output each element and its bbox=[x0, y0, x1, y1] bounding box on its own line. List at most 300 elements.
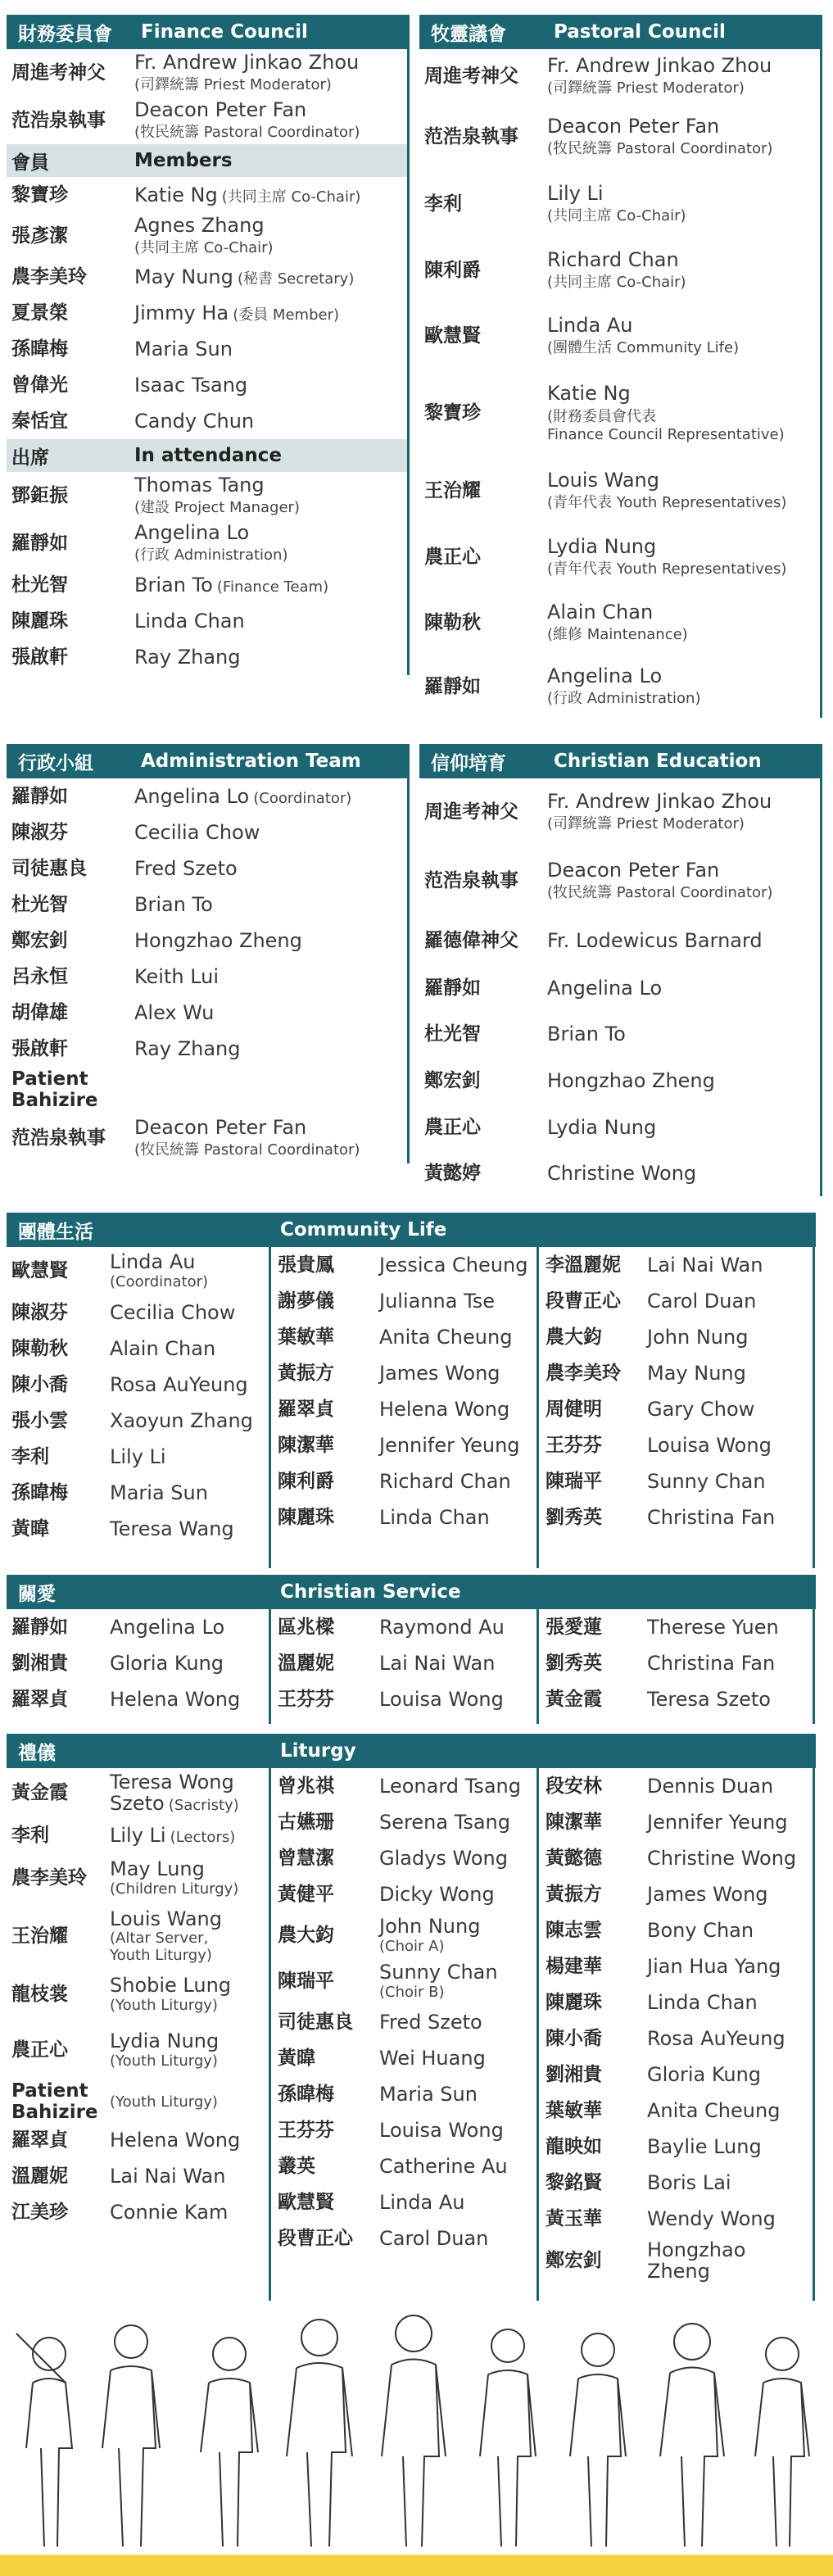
member-name-zh: 農正心 bbox=[424, 546, 481, 568]
section-title-en: Christian Education bbox=[554, 751, 762, 772]
member-name-zh: 陳潔華 bbox=[546, 1811, 602, 1833]
member-name-zh: 龍映如 bbox=[546, 2135, 602, 2157]
person-row bbox=[273, 1499, 536, 1535]
member-name-en: Christine Wong bbox=[547, 1161, 697, 1185]
member-name-en: Sunny Chan bbox=[647, 1469, 766, 1493]
member-name-en-block bbox=[647, 2100, 780, 2121]
member-name-line bbox=[110, 1410, 253, 1431]
member-name-line bbox=[110, 1825, 235, 1846]
member-name-en-block bbox=[547, 977, 662, 999]
member-name-en: Anita Cheung bbox=[379, 1325, 513, 1349]
person-figure bbox=[16, 2333, 72, 2547]
member-name-en-block bbox=[547, 791, 772, 833]
member-name-en: Angelina Lo bbox=[547, 976, 663, 1000]
member-role: (Finance Team) bbox=[216, 578, 329, 596]
person-row bbox=[7, 1247, 269, 1295]
member-name-en: Alain Chan bbox=[547, 600, 654, 624]
member-name-zh: 陳麗珠 bbox=[278, 1506, 334, 1528]
person-row bbox=[273, 1463, 536, 1499]
member-name-zh: 陳瑞平 bbox=[546, 1470, 602, 1492]
member-name-en-block bbox=[110, 1689, 240, 1710]
person-row bbox=[7, 1067, 407, 1113]
person-row bbox=[7, 1609, 269, 1645]
person-figure bbox=[570, 2333, 626, 2547]
person-row bbox=[7, 1511, 269, 1547]
member-name-zh: 張啟軒 bbox=[11, 1037, 68, 1059]
member-name-en: Hongzhao bbox=[647, 2238, 746, 2261]
person-row bbox=[419, 916, 820, 965]
person-figure bbox=[102, 2325, 160, 2547]
section-title-en: Christian Service bbox=[280, 1581, 461, 1603]
member-name-zh: 農正心 bbox=[424, 1116, 481, 1138]
column-divider bbox=[269, 1247, 271, 1568]
member-name-zh: 農李美玲 bbox=[11, 1866, 87, 1889]
member-name-zh: 農李美玲 bbox=[546, 1362, 621, 1384]
person-row bbox=[7, 403, 407, 439]
member-name-en: Rosa AuYeung bbox=[110, 1372, 248, 1396]
member-name-en-block bbox=[379, 1507, 490, 1528]
member-name-en-block bbox=[379, 1916, 480, 1954]
member-role: (行政 Administration) bbox=[547, 690, 701, 708]
member-name-en: Linda Chan bbox=[134, 609, 245, 633]
member-name-zh: 王治耀 bbox=[11, 1925, 68, 1947]
member-name-zh: 農大鈞 bbox=[546, 1326, 602, 1348]
person-row bbox=[7, 259, 407, 295]
member-name-line bbox=[134, 52, 359, 73]
person-row bbox=[7, 331, 407, 367]
people-line-art-icon bbox=[0, 2309, 833, 2555]
member-name-line bbox=[547, 55, 772, 76]
member-name-line bbox=[647, 1254, 763, 1276]
person-row bbox=[7, 295, 407, 331]
person-row bbox=[273, 1912, 536, 1958]
member-name-en: Linda Au bbox=[110, 1250, 196, 1274]
member-name-en-block bbox=[647, 1992, 758, 2013]
member-name-en: Deacon Peter Fan bbox=[134, 98, 307, 121]
member-name-zh: Patient Bahizire bbox=[11, 2079, 98, 2123]
member-name-zh: 黃懿婷 bbox=[424, 1162, 481, 1184]
person-row bbox=[273, 1768, 536, 1804]
person-row bbox=[541, 1319, 807, 1355]
member-name-en: Maria Sun bbox=[379, 2082, 478, 2106]
member-role: Youth Liturgy) bbox=[110, 1947, 212, 1965]
member-name-en: Linda Chan bbox=[379, 1505, 490, 1529]
person-row bbox=[419, 1104, 820, 1150]
person-row bbox=[419, 1057, 820, 1104]
person-row bbox=[7, 2122, 269, 2158]
member-role: (Coordinator) bbox=[253, 789, 352, 807]
members-subheader bbox=[7, 144, 407, 177]
member-name-zh: 周進考神父 bbox=[11, 61, 106, 84]
member-name-zh: 陳淑芬 bbox=[11, 821, 68, 843]
member-name-zh: 歐慧賢 bbox=[424, 324, 481, 347]
member-name-zh: 黃暐 bbox=[278, 2047, 315, 2069]
member-name-zh: 夏景榮 bbox=[11, 302, 68, 324]
member-name-en-block bbox=[110, 1302, 235, 1323]
column-2 bbox=[273, 1247, 536, 1568]
member-name-en: Agnes Zhang bbox=[134, 213, 265, 237]
member-name-en-block bbox=[647, 1471, 766, 1492]
person-row bbox=[273, 2184, 536, 2220]
person-row bbox=[273, 1804, 536, 1840]
member-name-en-block bbox=[134, 858, 238, 879]
member-name-en-block bbox=[547, 930, 763, 951]
member-name-zh: 孫暐梅 bbox=[11, 1481, 68, 1503]
member-name-en: Lai Nai Wan bbox=[647, 1253, 763, 1277]
person-row bbox=[273, 2040, 536, 2076]
member-name-line bbox=[110, 1302, 235, 1323]
member-name-zh: 羅靜如 bbox=[424, 675, 481, 697]
pastoral-council-list bbox=[419, 49, 822, 718]
member-name-en-block bbox=[547, 315, 739, 357]
person-row bbox=[419, 524, 820, 590]
member-name-en-block bbox=[134, 374, 247, 396]
member-name-line bbox=[110, 1338, 215, 1359]
person-row bbox=[541, 1876, 807, 1912]
member-name-zh: 黎寶珍 bbox=[11, 184, 68, 206]
member-name-en: Helena Wong bbox=[110, 2128, 241, 2152]
member-name-en: Lydia Nung bbox=[547, 534, 657, 558]
member-name-en: Carol Duan bbox=[647, 1289, 757, 1313]
person-row bbox=[273, 1319, 536, 1355]
person-figure bbox=[382, 2315, 446, 2547]
person-row bbox=[273, 2220, 536, 2256]
member-name-line bbox=[110, 2166, 225, 2187]
member-role: (Children Liturgy) bbox=[110, 1880, 239, 1898]
member-name-zh: 司徒惠良 bbox=[278, 2011, 353, 2033]
member-name-line bbox=[647, 2100, 780, 2121]
christian-service-list bbox=[7, 1609, 816, 1724]
member-name-en-block bbox=[647, 1884, 768, 1905]
member-name-line bbox=[110, 2030, 219, 2052]
person-row bbox=[7, 1331, 269, 1367]
member-name-zh: 范浩泉執事 bbox=[424, 125, 518, 147]
member-name-line bbox=[134, 474, 300, 496]
member-name-en-block bbox=[134, 786, 351, 807]
member-role: (共同主席 Co-Chair) bbox=[134, 239, 274, 257]
person-row bbox=[541, 1283, 807, 1319]
person-row bbox=[419, 778, 820, 846]
person-row bbox=[7, 1439, 269, 1475]
column-divider bbox=[536, 1768, 539, 2301]
column-1 bbox=[7, 1609, 269, 1724]
person-row bbox=[7, 367, 407, 403]
member-name-en: Carol Duan bbox=[379, 2226, 489, 2250]
member-name-line bbox=[547, 665, 700, 687]
member-name-en-block bbox=[547, 859, 772, 902]
member-name-line bbox=[134, 184, 360, 206]
member-name-zh: 王芬芬 bbox=[278, 2119, 334, 2141]
member-name-line bbox=[379, 1507, 490, 1528]
member-name-zh: 胡偉雄 bbox=[11, 1001, 68, 1023]
member-role: (共同主席 Co-Chair) bbox=[221, 188, 361, 206]
person-row bbox=[541, 1768, 807, 1804]
member-name-en-block bbox=[134, 338, 233, 360]
liturgy-header bbox=[7, 1734, 816, 1768]
member-name-zh: 張啟軒 bbox=[11, 646, 68, 668]
member-name-zh: 陳利爵 bbox=[278, 1470, 334, 1492]
member-name-line bbox=[134, 266, 354, 288]
member-name-line bbox=[379, 1327, 512, 1348]
member-name-line bbox=[134, 1038, 241, 1059]
member-name-line bbox=[547, 930, 763, 951]
pastoral-council-panel bbox=[419, 15, 822, 718]
member-name-line bbox=[547, 116, 772, 137]
member-name-line bbox=[647, 1920, 754, 1941]
person-row bbox=[541, 1355, 807, 1391]
column-3 bbox=[541, 1768, 807, 2301]
member-name-zh: 葉敏華 bbox=[278, 1326, 334, 1348]
member-name-line bbox=[379, 1435, 520, 1456]
member-name-zh: 黃金霞 bbox=[11, 1781, 68, 1803]
member-name-zh: 羅翠貞 bbox=[11, 1688, 68, 1710]
member-name-line bbox=[547, 791, 772, 812]
member-name-en: Louis Wang bbox=[110, 1907, 222, 1930]
person-row bbox=[419, 457, 820, 524]
member-name-en: James Wong bbox=[379, 1361, 500, 1385]
member-name-en: Dennis Duan bbox=[647, 1774, 774, 1798]
member-name-en-block bbox=[134, 822, 260, 843]
person-row bbox=[541, 2093, 807, 2129]
member-name-en: Isaac Tsang bbox=[134, 373, 248, 397]
member-name-zh: 張彥潔 bbox=[11, 224, 68, 247]
member-name-line bbox=[134, 894, 213, 915]
member-name-zh: 鄧鉅振 bbox=[11, 484, 68, 506]
person-row bbox=[541, 1609, 807, 1645]
member-role: (Youth Liturgy) bbox=[110, 2093, 218, 2111]
footer-yellow-band bbox=[0, 2555, 833, 2576]
member-name-en-block bbox=[547, 1163, 696, 1184]
member-name-en: Christina Fan bbox=[647, 1505, 776, 1529]
person-row bbox=[7, 49, 407, 97]
member-name-en: Fr. Andrew Jinkao Zhou bbox=[547, 53, 772, 77]
member-name-en: Gary Chow bbox=[647, 1397, 755, 1421]
member-name-zh: 劉秀英 bbox=[546, 1652, 602, 1674]
member-name-line bbox=[647, 2261, 745, 2282]
member-name-en: Linda Au bbox=[547, 313, 633, 337]
column-1 bbox=[7, 1247, 269, 1568]
member-name-zh: 杜光智 bbox=[11, 574, 68, 596]
member-name-en: Shobie Lung bbox=[110, 1974, 232, 1998]
christian-education-header bbox=[419, 744, 822, 778]
member-role: (共同主席 Co-Chair) bbox=[547, 207, 686, 225]
subsection-title-en: Members bbox=[134, 150, 233, 171]
member-name-en-block bbox=[379, 2048, 486, 2069]
member-name-en: Teresa Wong bbox=[110, 1770, 234, 1794]
christian-education-panel bbox=[419, 744, 822, 1196]
member-name-line bbox=[379, 1254, 527, 1276]
member-name-en-block bbox=[647, 1399, 754, 1420]
member-name-en: Leonard Tsang bbox=[379, 1774, 521, 1798]
member-name-zh: 黃玉華 bbox=[546, 2207, 602, 2229]
member-name-line bbox=[110, 1617, 224, 1638]
member-name-line bbox=[134, 858, 238, 879]
member-name-en: Jennifer Yeung bbox=[379, 1433, 520, 1457]
member-name-zh: 黎銘賢 bbox=[546, 2171, 602, 2193]
attendance-subheader bbox=[7, 439, 407, 472]
member-name-line bbox=[379, 2011, 482, 2033]
member-name-en-block bbox=[134, 1038, 241, 1059]
person-row bbox=[419, 1011, 820, 1057]
member-name-en: Ray Zhang bbox=[134, 1036, 241, 1060]
member-name-line bbox=[134, 1117, 360, 1138]
member-name-en-block bbox=[110, 1446, 166, 1467]
member-name-en-block bbox=[134, 1002, 214, 1023]
member-name-line bbox=[379, 1916, 480, 1937]
column-1 bbox=[7, 1768, 269, 2301]
member-name-line bbox=[110, 2129, 240, 2151]
person-row bbox=[541, 2129, 807, 2165]
member-name-en-block bbox=[647, 1920, 754, 1941]
member-name-en-block bbox=[647, 2064, 761, 2085]
member-name-line bbox=[647, 2239, 745, 2261]
member-name-line bbox=[647, 1653, 775, 1674]
member-name-en: Wendy Wong bbox=[647, 2206, 776, 2230]
person-row bbox=[541, 2020, 807, 2057]
member-role: (牧民統籌 Pastoral Coordinator) bbox=[134, 124, 360, 142]
member-name-line bbox=[647, 1956, 781, 1977]
person-row bbox=[541, 1948, 807, 1984]
member-name-zh: 陳淑芬 bbox=[11, 1301, 68, 1323]
member-name-en-cont: Szeto bbox=[110, 1792, 165, 1815]
member-name-en-block bbox=[379, 2084, 478, 2105]
member-name-zh: 羅翠貞 bbox=[278, 1398, 334, 1420]
person-row bbox=[7, 177, 407, 213]
member-name-en-block bbox=[379, 1961, 498, 2000]
member-name-en: May Lung bbox=[110, 1857, 205, 1881]
member-name-zh: 黃暐 bbox=[11, 1517, 49, 1540]
member-name-zh: 秦恬宜 bbox=[11, 410, 68, 432]
member-name-zh: 陳潔華 bbox=[278, 1434, 334, 1456]
member-name-en-block bbox=[547, 183, 686, 225]
member-name-en: May Nung bbox=[134, 265, 233, 288]
person-row bbox=[7, 567, 407, 603]
member-name-line bbox=[110, 1251, 208, 1272]
person-row bbox=[7, 2194, 269, 2230]
member-name-line bbox=[134, 1002, 214, 1023]
member-name-en: Gladys Wong bbox=[379, 1846, 508, 1870]
person-row bbox=[419, 170, 820, 238]
member-name-en: Angelina Lo bbox=[134, 520, 250, 544]
member-name-en-block bbox=[110, 1825, 235, 1846]
member-name-en: Dicky Wong bbox=[379, 1882, 495, 1906]
member-name-en-block bbox=[647, 2239, 745, 2283]
member-name-zh: 羅靜如 bbox=[11, 785, 68, 807]
person-row bbox=[7, 1403, 269, 1439]
member-name-zh: 龍枝裳 bbox=[11, 1983, 68, 2005]
member-name-line bbox=[134, 822, 260, 843]
person-row bbox=[7, 2081, 269, 2122]
member-name-en: Lily Li bbox=[110, 1823, 166, 1847]
member-name-en: Angelina Lo bbox=[134, 784, 250, 808]
member-name-en-block bbox=[110, 1518, 234, 1540]
column-divider bbox=[813, 1609, 815, 1724]
member-name-line bbox=[110, 1446, 166, 1467]
member-name-en-block bbox=[134, 410, 254, 432]
member-name-en-block bbox=[547, 1023, 626, 1045]
member-name-line bbox=[110, 2093, 218, 2111]
member-name-line bbox=[547, 1023, 626, 1045]
member-name-line bbox=[379, 1689, 504, 1710]
community-life-list bbox=[7, 1247, 816, 1568]
member-name-en-block bbox=[647, 1776, 773, 1797]
finance-council-panel bbox=[7, 15, 410, 675]
member-name-en: Teresa Wang bbox=[110, 1517, 234, 1540]
member-name-line bbox=[134, 574, 328, 596]
member-name-en-block bbox=[379, 2120, 504, 2141]
section-title-en: Finance Council bbox=[141, 21, 308, 43]
member-name-line bbox=[647, 1848, 796, 1869]
administration-team-panel bbox=[7, 744, 410, 1163]
member-name-en-block bbox=[134, 646, 241, 668]
member-name-en-block bbox=[110, 2093, 218, 2111]
member-name-en-block bbox=[110, 1975, 231, 2013]
member-name-en-block bbox=[379, 1812, 510, 1833]
subsection-title-zh: 會員 bbox=[11, 152, 49, 174]
person-row bbox=[273, 1283, 536, 1319]
person-row bbox=[541, 1645, 807, 1681]
person-row bbox=[7, 1681, 269, 1717]
person-row bbox=[273, 1391, 536, 1427]
member-role: (維修 Maintenance) bbox=[547, 626, 688, 644]
person-row bbox=[7, 1475, 269, 1511]
member-name-en: Fr. Andrew Jinkao Zhou bbox=[134, 50, 360, 74]
christian-service-panel bbox=[7, 1575, 816, 1724]
member-role: (Coordinator) bbox=[110, 1272, 209, 1290]
member-name-zh: 農李美玲 bbox=[11, 265, 87, 288]
member-name-line bbox=[547, 249, 686, 270]
member-name-en-block bbox=[110, 1771, 239, 1815]
member-name-en: May Nung bbox=[647, 1361, 746, 1385]
member-name-line bbox=[110, 1374, 248, 1395]
member-name-en-block bbox=[134, 302, 339, 324]
column-divider bbox=[813, 1247, 815, 1568]
person-row bbox=[7, 887, 407, 923]
member-name-zh: 曾兆祺 bbox=[278, 1775, 334, 1797]
member-name-line bbox=[379, 2156, 508, 2177]
member-name-line bbox=[379, 1848, 508, 1869]
member-name-en: Wei Huang bbox=[379, 2046, 486, 2070]
member-name-en: Lai Nai Wan bbox=[110, 2164, 226, 2188]
section-title-zh: 行政小組 bbox=[18, 752, 93, 774]
person-row bbox=[541, 2165, 807, 2201]
member-name-en: Brian To bbox=[134, 573, 213, 596]
member-name-line bbox=[547, 1117, 656, 1138]
member-name-zh: 李利 bbox=[424, 193, 462, 215]
member-name-en-block bbox=[379, 2156, 508, 2177]
person-row bbox=[419, 846, 820, 916]
member-role: (司鐸統籌 Priest Moderator) bbox=[134, 76, 332, 94]
member-name-zh: 陳志雲 bbox=[546, 1919, 602, 1941]
member-name-en-block bbox=[379, 1327, 512, 1348]
person-row bbox=[273, 1958, 536, 2004]
member-name-zh: 羅靜如 bbox=[424, 977, 481, 999]
member-name-zh: 叢英 bbox=[278, 2155, 315, 2177]
member-name-zh: 王治耀 bbox=[424, 479, 481, 501]
member-name-en-block bbox=[547, 249, 686, 292]
member-name-zh: 陳麗珠 bbox=[11, 610, 68, 632]
member-name-line bbox=[379, 1617, 505, 1638]
member-name-line bbox=[379, 2192, 464, 2213]
member-name-en-block bbox=[110, 1908, 222, 1964]
member-name-zh: 陳利爵 bbox=[424, 259, 481, 281]
member-name-en-block bbox=[647, 1812, 788, 1833]
member-role: (委員 Member) bbox=[233, 306, 339, 324]
member-name-en: Brian To bbox=[134, 892, 213, 916]
member-name-zh: Patient Bahizire bbox=[11, 1068, 98, 1111]
member-name-en: Bony Chan bbox=[647, 1918, 754, 1942]
liturgy-panel bbox=[7, 1734, 816, 2301]
